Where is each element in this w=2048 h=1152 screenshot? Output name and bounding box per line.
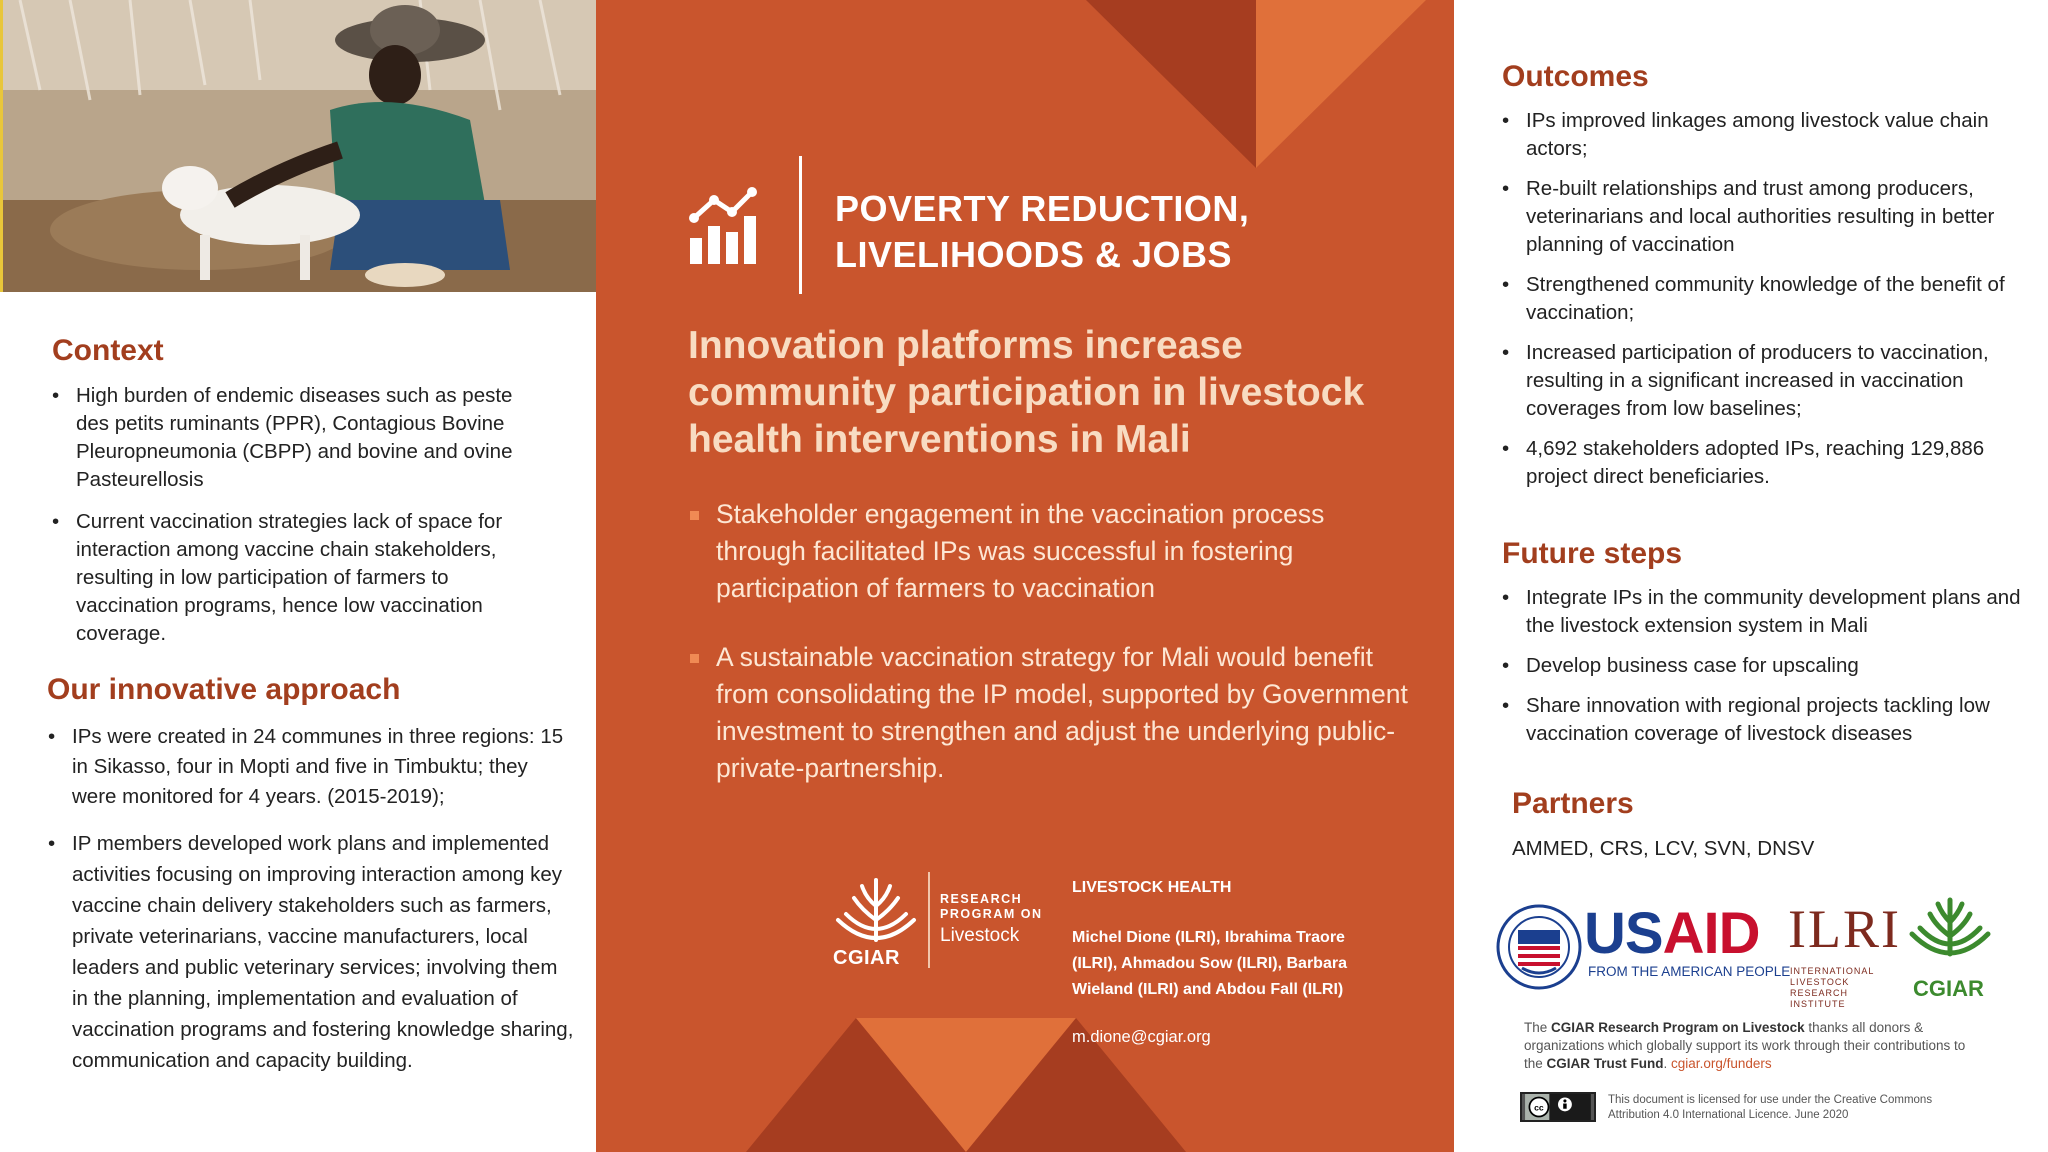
list-item: • Current vaccination strategies lack of space for interaction among vaccine chain stakeholders, resulting in low participation of farmers to vaccination programs, hence low vaccination coverage. xyxy=(50,508,550,648)
theme-title xyxy=(835,186,1249,278)
context-list xyxy=(50,382,550,662)
right-column xyxy=(1454,0,2048,1152)
crp-cgiar-label: CGIAR xyxy=(833,947,900,969)
list-item: • IPs improved linkages among livestock value chain actors; xyxy=(1500,107,2030,163)
list-item: • 4,692 stakeholders adopted IPs, reaching 129,886 project direct beneficiaries. xyxy=(1500,435,2030,491)
funders-link[interactable]: cgiar.org/funders xyxy=(1671,1056,1772,1071)
usaid-wordmark xyxy=(1584,902,1759,966)
thanks-program: CGIAR Research Program on Livestock xyxy=(1551,1020,1805,1035)
usaid-word-blue: US xyxy=(1584,901,1663,966)
ilri-fullname: INTERNATIONAL LIVESTOCK RESEARCH INSTITUTE xyxy=(1790,966,1875,1009)
usaid-word-red: AID xyxy=(1662,901,1760,966)
partners-title: Partners xyxy=(1512,787,1634,820)
crp-program-label: RESEARCH PROGRAM ON xyxy=(940,892,1043,921)
list-item: • Re-built relationships and trust among producers, veterinarians and local authorities resulting in better planning of vaccination xyxy=(1500,175,2030,259)
center-panel xyxy=(596,0,1454,1152)
outcomes-title: Outcomes xyxy=(1502,60,1649,93)
list-item: • Increased participation of producers to vaccination, resulting in a significant increased in vaccination coverages from low baselines; xyxy=(1500,339,2030,423)
crp-name: Livestock xyxy=(940,925,1020,946)
herder-with-goat-image xyxy=(0,0,596,292)
key-point: Stakeholder engagement in the vaccination process through facilitated IPs was successful in fostering participation of farmers to vaccination xyxy=(688,496,1408,607)
authors: Michel Dione (ILRI), Ibrahima Traore (ILRI), Ahmadou Sow (ILRI), Barbara Wieland (ILRI) and Abdou Fall (ILRI) xyxy=(1072,929,1347,998)
thanks-lead: The xyxy=(1524,1020,1552,1035)
credits-title: LIVESTOCK HEALTH xyxy=(1072,879,1232,896)
poverty-chart-icon xyxy=(688,186,764,266)
list-item: • IPs were created in 24 communes in three regions: 15 in Sikasso, four in Mopti and five in Timbuktu; they were monitored for 4 years. (2015-2019); xyxy=(46,722,576,812)
outcomes-list xyxy=(1500,107,2030,505)
list-item: • IP members developed work plans and implemented activities focusing on improving interaction among key vaccine chain delivery stakeholders such as farmers, private veterinarians, vaccine manufacturers, local leaders and public veterinary services; involving them in the planning, implementation and evaluation of vaccination programs and fostering knowledge sharing, communication and capacity building. xyxy=(46,828,576,1076)
poster-title: Innovation platforms increase community participation in livestock health interventions in Mali xyxy=(688,324,1365,461)
ilri-wordmark: ILRI xyxy=(1788,899,1901,959)
key-points-list xyxy=(688,496,1408,819)
list-item: • High burden of endemic diseases such as peste des petits ruminants (PPR), Contagious Bovine Pleuropneumonia (CBPP) and bovine and ovine Pasteurellosis xyxy=(50,382,550,494)
cgiar-logo xyxy=(1902,892,1998,972)
svg-text:cc: cc xyxy=(1534,1102,1544,1113)
list-item: • Develop business case for upscaling xyxy=(1500,652,2030,680)
usaid-seal-logo xyxy=(1496,904,1582,990)
partners-list: AMMED, CRS, LCV, SVN, DNSV xyxy=(1512,837,1815,860)
approach-title: Our innovative approach xyxy=(47,673,401,706)
thanks-middle: thanks all donors & organizations which globally support its work through their contributions to the xyxy=(1524,1020,1966,1071)
theme-line-1: POVERTY REDUCTION, xyxy=(835,188,1250,229)
future-steps-title: Future steps xyxy=(1502,537,1683,570)
list-item: • Strengthened community knowledge of the benefit of vaccination; xyxy=(1500,271,2030,327)
left-column xyxy=(0,0,596,1152)
thanks-fund: CGIAR Trust Fund xyxy=(1546,1056,1664,1071)
usaid-tagline: FROM THE AMERICAN PEOPLE xyxy=(1588,964,1791,979)
thanks-sep: . xyxy=(1663,1056,1672,1071)
context-title: Context xyxy=(52,334,164,367)
approach-list xyxy=(46,722,576,1090)
licence-text: This document is licensed for use under the Creative Commons Attribution 4.0 International Licence. June 2020 xyxy=(1608,1094,1933,1121)
photo-edge-stripe xyxy=(0,0,3,292)
list-item: • Integrate IPs in the community development plans and the livestock extension system in Mali xyxy=(1500,584,2030,640)
cgiar-wordmark: CGIAR xyxy=(1913,976,1984,1001)
creative-commons-badge-icon xyxy=(1520,1092,1596,1122)
key-point: A sustainable vaccination strategy for Mali would benefit from consolidating the IP model, supported by Government investment to strengthen and adjust the underlying public-private-partnership. xyxy=(688,639,1408,787)
theme-divider xyxy=(799,156,802,294)
theme-line-2: LIVELIHOODS & JOBS xyxy=(835,234,1233,275)
contact-email[interactable]: m.dione@cgiar.org xyxy=(1072,1028,1211,1046)
list-item: • Share innovation with regional projects tackling low vaccination coverage of livestock diseases xyxy=(1500,692,2030,748)
header-photo xyxy=(0,0,596,292)
future-steps-list xyxy=(1500,584,2030,762)
crp-divider xyxy=(928,872,930,968)
donor-acknowledgement xyxy=(1524,1019,1984,1073)
